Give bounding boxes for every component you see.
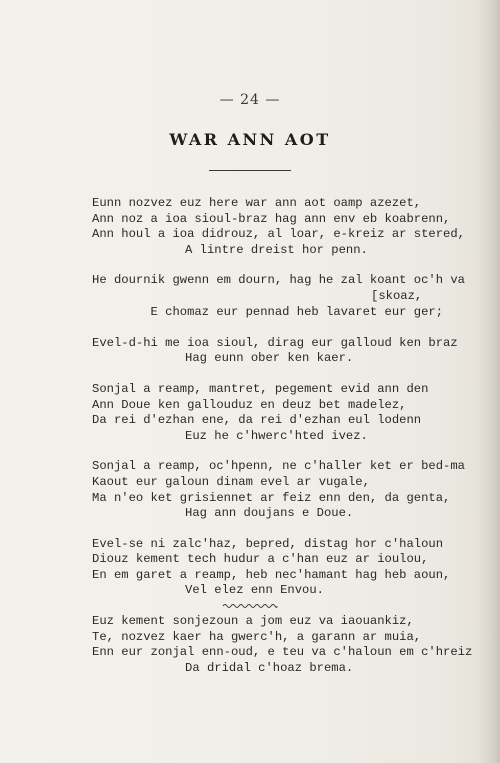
verse-line: Diouz kement tech hudur a c'han euz ar ioulou, <box>92 552 429 567</box>
stanza-2 <box>92 273 465 367</box>
stanza-3 <box>92 382 442 444</box>
verse-line-indented: Da dridal c'hoaz brema. <box>185 660 354 675</box>
verse-line: Evel-se ni zalc'haz, bepred, distag hor c'haloun <box>92 536 444 551</box>
verse-line-text: E chomaz eur pennad heb lavaret eur ger; <box>150 304 444 319</box>
verse-line: He dournik gwenn em dourn, hag he zal koant oc'h va <box>92 273 465 288</box>
title-underline <box>209 170 291 171</box>
verse-line-indented: Euz he c'hwerc'hted ivez. <box>185 428 368 443</box>
verse-line: Ann Doue ken gallouduz en deuz bet madelez, <box>92 397 407 412</box>
end-ornament <box>222 603 278 609</box>
verse-line: Sonjal a reamp, oc'hpenn, ne c'haller ket er bed-ma <box>92 459 465 474</box>
verse-line-with-wrap <box>92 289 442 336</box>
stanza-6 <box>92 614 473 676</box>
poem-title: WAR ANN AOT <box>169 130 331 149</box>
stanza-4 <box>92 459 465 521</box>
poem-body <box>92 196 473 691</box>
verse-line: Ma n'eo ket grisiennet ar feiz enn den, da genta, <box>92 490 451 505</box>
verse-line: Ann noz a ioa sioul-braz hag ann env eb koabrenn, <box>92 211 451 226</box>
verse-line: En em garet a reamp, heb nec'hamant hag heb aoun, <box>92 567 451 582</box>
stanza-1 <box>92 196 465 258</box>
verse-line-indented: Hag eunn ober ken kaer. <box>185 351 354 366</box>
verse-line-indented: Vel elez enn Envou. <box>185 583 324 598</box>
verse-line: Ann houl a ioa didrouz, al loar, e-kreiz ar stered, <box>92 227 465 242</box>
wrapped-word: [skoaz, <box>371 288 423 303</box>
page-edge-shadow <box>478 0 500 763</box>
verse-line-indented: Hag ann doujans e Doue. <box>185 506 354 521</box>
verse-line: Da rei d'ezhan ene, da rei d'ezhan eul lodenn <box>92 413 422 428</box>
verse-line: Evel-d-hi me ioa sioul, dirag eur galloud ken braz <box>92 335 458 350</box>
verse-line: Sonjal a reamp, mantret, pegement evid ann den <box>92 381 429 396</box>
page-number: — 24 — <box>219 92 281 108</box>
verse-line: Kaout eur galoun dinam evel ar vugale, <box>92 474 370 489</box>
verse-line: Enn eur zonjal enn-oud, e teu va c'haloun em c'hreiz <box>92 645 473 660</box>
stanza-5 <box>92 536 451 599</box>
verse-line: Te, nozvez kaer ha gwerc'h, a garann ar muia, <box>92 629 422 644</box>
verse-line: Euz kement sonjezoun a jom euz va iaouankiz, <box>92 614 414 629</box>
verse-line-indented: A lintre dreist hor penn. <box>185 242 368 257</box>
verse-line: Eunn nozvez euz here war ann aot oamp azezet, <box>92 196 422 210</box>
